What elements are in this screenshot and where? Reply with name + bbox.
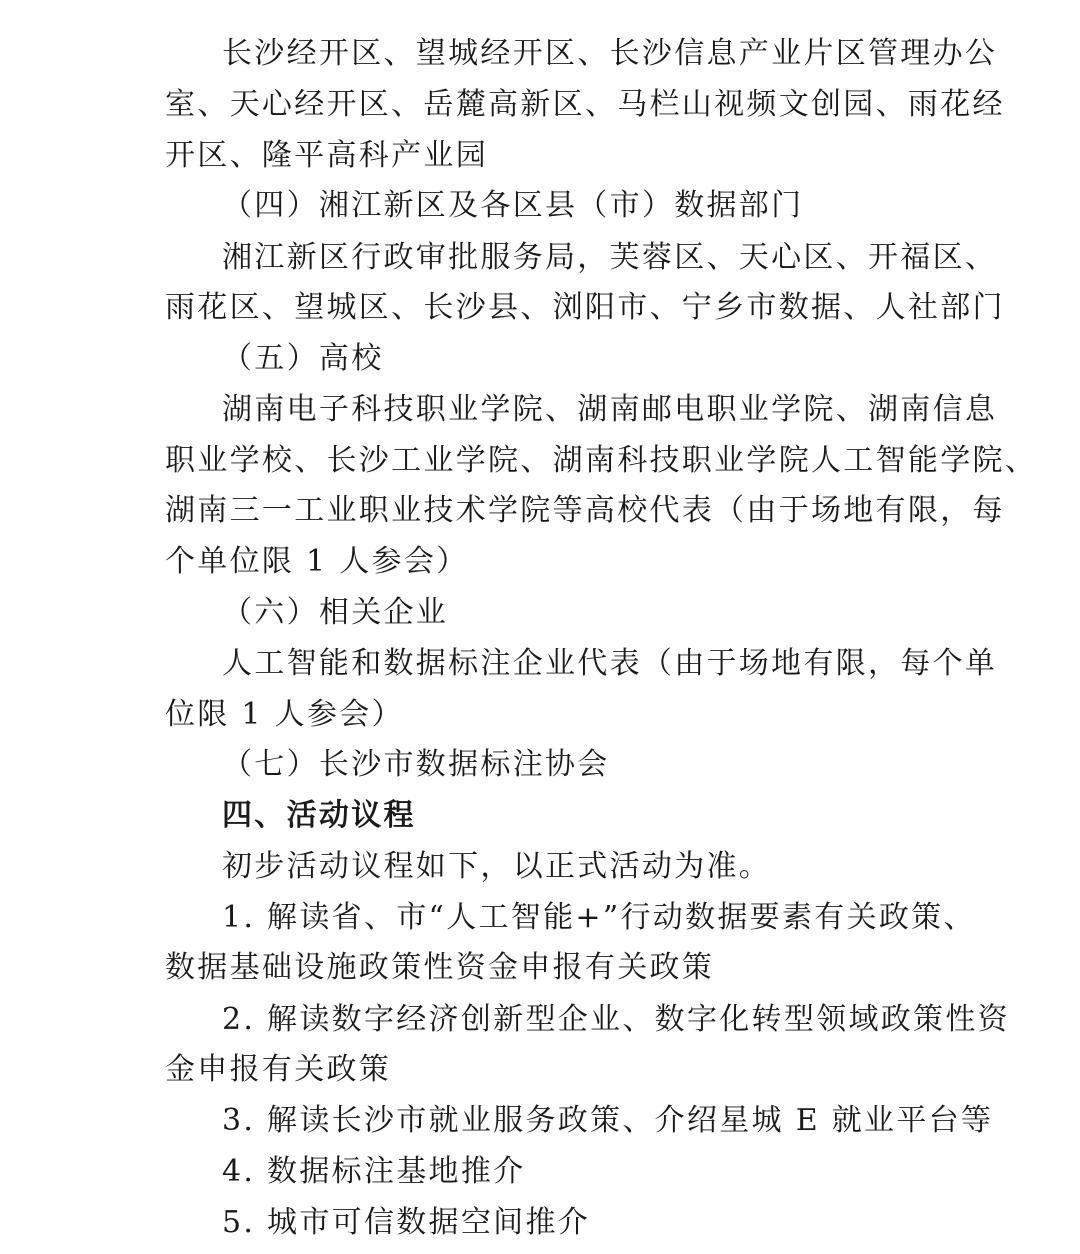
section-heading: （四）湘江新区及各区县（市）数据部门 [222,188,804,223]
text-line: 初步活动议程如下，以正式活动为准。 [222,849,772,884]
text-line: 职业学校、长沙工业学院、湖南科技职业学院人工智能学院、 [165,443,1038,478]
agenda-item: 3. 解读长沙市就业服务政策、介绍星城 E 就业平台等 [222,1103,994,1138]
text-line: 湖南电子科技职业学院、湖南邮电职业学院、湖南信息 [222,392,998,427]
text-line: 位限 1 人参会） [165,697,404,732]
text-line: 雨花区、望城区、长沙县、浏阳市、宁乡市数据、人社部门 [165,290,1005,325]
text-line: 个单位限 1 人参会） [165,544,469,579]
text-line: 人工智能和数据标注企业代表（由于场地有限，每个单 [222,646,998,681]
text-line: 金申报有关政策 [165,1052,392,1087]
agenda-item: 5. 城市可信数据空间推介 [222,1205,591,1240]
text-line: 室、天心经开区、岳麓高新区、马栏山视频文创园、雨花经 [165,87,1005,122]
agenda-item: 1. 解读省、市“人工智能+”行动数据要素有关政策、 [222,900,976,935]
text-line: 开区、隆平高科产业园 [165,138,488,173]
chapter-heading: 四、活动议程 [222,798,416,833]
agenda-item: 4. 数据标注基地推介 [222,1154,526,1189]
text-line: 湖南三一工业职业技术学院等高校代表（由于场地有限，每 [165,493,1005,528]
section-heading: （七）长沙市数据标注协会 [222,747,610,782]
text-line: 长沙经开区、望城经开区、长沙信息产业片区管理办公 [222,36,998,71]
agenda-item: 2. 解读数字经济创新型企业、数字化转型领域政策性资 [222,1002,1010,1037]
text-line: 数据基础设施政策性资金申报有关政策 [165,950,715,985]
section-heading: （五）高校 [222,341,384,376]
section-heading: （六）相关企业 [222,595,449,630]
text-line: 湘江新区行政审批服务局，芙蓉区、天心区、开福区、 [222,240,998,275]
